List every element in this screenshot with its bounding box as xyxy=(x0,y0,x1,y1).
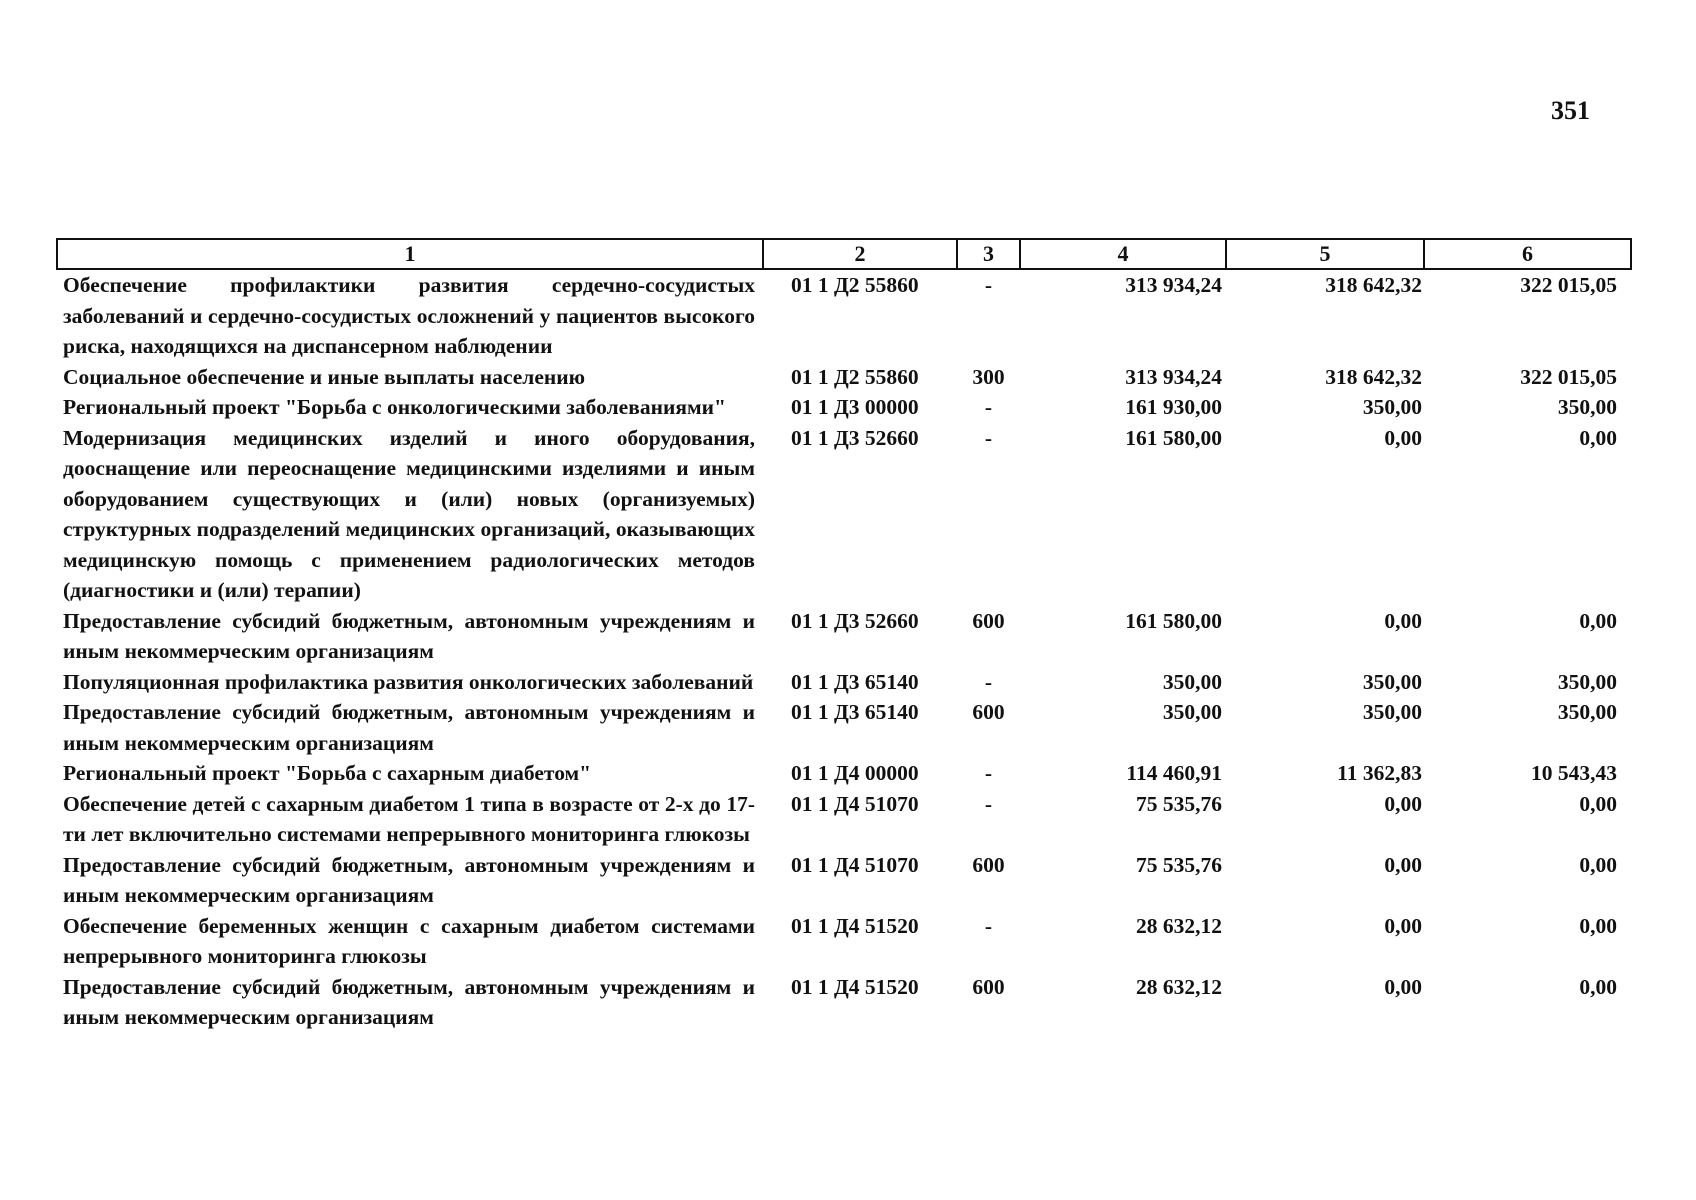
row-code: 01 1 Д4 51520 xyxy=(791,913,919,938)
row-expense-type: - xyxy=(984,669,993,694)
row-value-5: 350,00 xyxy=(1362,700,1422,724)
budget-table xyxy=(56,238,1632,1033)
row-expense-type: 600 xyxy=(972,700,1005,724)
row-name: Предоставление субсидий бюджетным, автономным учреждениям и иным некоммерческим организациям xyxy=(63,700,755,755)
column-header-2: 2 xyxy=(763,239,957,269)
table-row xyxy=(57,423,1631,606)
row-value-6: 0,00 xyxy=(1579,608,1617,633)
table-row xyxy=(57,911,1631,972)
table-header xyxy=(57,239,1631,269)
row-expense-type: - xyxy=(984,395,993,419)
page-number: 351 xyxy=(1551,96,1590,125)
row-name: Предоставление субсидий бюджетным, автономным учреждениям и иным некоммерческим организациям xyxy=(63,974,755,1029)
row-expense-type: 600 xyxy=(972,608,1005,633)
row-value-4: 28 632,12 xyxy=(1136,974,1222,999)
row-name: Региональный проект "Борьба с онкологическими заболеваниями" xyxy=(63,395,726,419)
row-code: 01 1 Д3 00000 xyxy=(791,395,919,419)
row-name: Обеспечение беременных женщин с сахарным диабетом системами непрерывного мониторинга глюкозы xyxy=(63,913,755,968)
row-value-4: 75 535,76 xyxy=(1136,852,1222,877)
row-value-6: 322 015,05 xyxy=(1520,364,1617,389)
row-value-5: 0,00 xyxy=(1384,791,1422,816)
row-value-6: 0,00 xyxy=(1579,913,1617,938)
row-expense-type: - xyxy=(984,791,993,816)
table-row xyxy=(57,850,1631,911)
row-code: 01 1 Д3 52660 xyxy=(791,425,919,450)
row-value-6: 0,00 xyxy=(1579,974,1617,999)
column-header-4: 4 xyxy=(1020,239,1226,269)
row-value-6: 350,00 xyxy=(1557,700,1617,724)
row-code: 01 1 Д4 51520 xyxy=(791,974,919,999)
row-value-6: 350,00 xyxy=(1557,395,1617,419)
row-name: Обеспечение профилактики развития сердечно-сосудистых заболеваний и сердечно-сосудистых осложнений у пациентов высокого риска, находящихся на диспансерном наблюдении xyxy=(63,273,755,358)
row-value-6: 0,00 xyxy=(1579,425,1617,450)
row-expense-type: - xyxy=(984,273,993,297)
row-value-6: 0,00 xyxy=(1579,852,1617,877)
row-name: Социальное обеспечение и иные выплаты населению xyxy=(63,364,586,389)
column-header-3: 3 xyxy=(957,239,1020,269)
row-value-4: 313 934,24 xyxy=(1125,273,1222,297)
row-value-6: 0,00 xyxy=(1579,791,1617,816)
column-header-6: 6 xyxy=(1424,239,1631,269)
row-value-5: 318 642,32 xyxy=(1325,273,1422,297)
row-value-6: 322 015,05 xyxy=(1520,273,1617,297)
row-value-4: 75 535,76 xyxy=(1136,791,1222,816)
table-row xyxy=(57,667,1631,698)
table-row xyxy=(57,392,1631,423)
table-row xyxy=(57,758,1631,789)
row-value-4: 114 460,91 xyxy=(1126,761,1222,785)
table-row xyxy=(57,269,1631,362)
row-name: Обеспечение детей с сахарным диабетом 1 типа в возрасте от 2-х до 17-ти лет включительно системами непрерывного мониторинга глюкозы xyxy=(63,791,755,846)
column-header-1: 1 xyxy=(57,239,763,269)
row-code: 01 1 Д3 52660 xyxy=(791,608,919,633)
row-expense-type: 600 xyxy=(972,852,1005,877)
row-code: 01 1 Д4 51070 xyxy=(791,852,919,877)
row-value-4: 350,00 xyxy=(1162,700,1222,724)
row-code: 01 1 Д3 65140 xyxy=(791,700,919,724)
table-row xyxy=(57,606,1631,667)
row-name: Предоставление субсидий бюджетным, автономным учреждениям и иным некоммерческим организациям xyxy=(63,852,755,907)
row-value-5: 11 362,83 xyxy=(1337,761,1422,785)
row-value-5: 350,00 xyxy=(1362,395,1422,419)
row-value-5: 318 642,32 xyxy=(1325,364,1422,389)
row-value-5: 0,00 xyxy=(1384,852,1422,877)
row-expense-type: 600 xyxy=(972,974,1005,999)
row-value-5: 0,00 xyxy=(1384,608,1422,633)
row-value-4: 28 632,12 xyxy=(1136,913,1222,938)
row-value-5: 0,00 xyxy=(1384,425,1422,450)
table-row xyxy=(57,789,1631,850)
row-value-6: 10 543,43 xyxy=(1531,761,1617,785)
row-code: 01 1 Д2 55860 xyxy=(791,364,919,389)
table-row xyxy=(57,972,1631,1033)
row-value-4: 350,00 xyxy=(1162,669,1222,694)
row-name: Модернизация медицинских изделий и иного оборудования, дооснащение или переоснащение медицинскими изделиями и иным оборудованием существующих и (или) новых (организуемых) структурных подразделений медицинских организаций, оказывающих медицинскую помощь с применением радиологических методов (диагностики и (или) терапии) xyxy=(63,425,755,602)
row-value-4: 161 580,00 xyxy=(1125,425,1222,450)
row-code: 01 1 Д4 00000 xyxy=(791,761,919,785)
table-body xyxy=(57,269,1631,1033)
row-value-5: 0,00 xyxy=(1384,974,1422,999)
row-value-4: 161 580,00 xyxy=(1125,608,1222,633)
row-name: Региональный проект "Борьба с сахарным диабетом" xyxy=(63,761,592,785)
row-value-4: 161 930,00 xyxy=(1125,395,1222,419)
row-value-6: 350,00 xyxy=(1557,669,1617,694)
column-header-5: 5 xyxy=(1226,239,1424,269)
row-name: Предоставление субсидий бюджетным, автономным учреждениям и иным некоммерческим организациям xyxy=(63,608,755,663)
row-expense-type: - xyxy=(984,913,993,938)
row-code: 01 1 Д3 65140 xyxy=(791,669,919,694)
row-expense-type: 300 xyxy=(972,364,1005,389)
row-value-4: 313 934,24 xyxy=(1125,364,1222,389)
row-value-5: 0,00 xyxy=(1384,913,1422,938)
row-name: Популяционная профилактика развития онкологических заболеваний xyxy=(63,669,754,694)
row-expense-type: - xyxy=(984,761,993,785)
table-row xyxy=(57,697,1631,758)
row-expense-type: - xyxy=(984,425,993,450)
row-value-5: 350,00 xyxy=(1362,669,1422,694)
row-code: 01 1 Д2 55860 xyxy=(791,273,919,297)
table-row xyxy=(57,362,1631,393)
header-row xyxy=(57,239,1631,269)
row-code: 01 1 Д4 51070 xyxy=(791,791,919,816)
